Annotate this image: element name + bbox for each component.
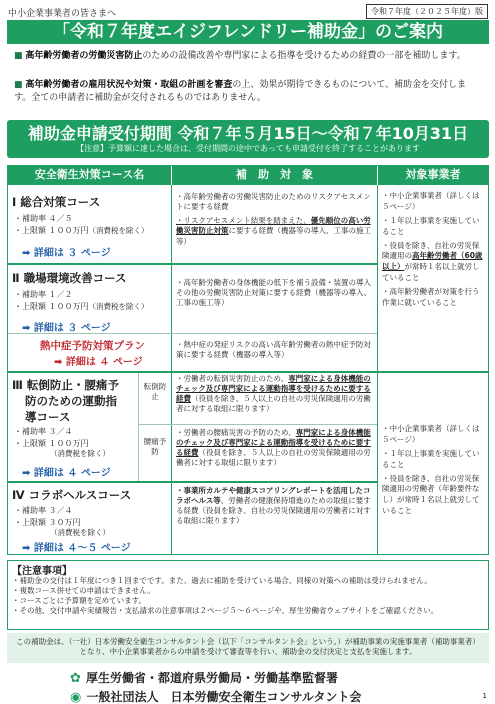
- course-3-title-line: 防のための運動指: [25, 394, 117, 408]
- course-4-item: [176, 486, 374, 527]
- target-item: が常時１名以上就労していること: [382, 262, 480, 283]
- application-period: 補助金申請受付期間 令和７年５月15日～令和７年10月31日: [27, 124, 469, 143]
- notes-list: [12, 576, 484, 617]
- period-note: 【注意】予算額に達した場合は、受付期間の途中であっても申請受付を終了することがあります: [76, 144, 420, 153]
- mhlw-line: [70, 667, 338, 686]
- jashcon-logo-icon: ◉: [70, 690, 82, 704]
- course-1-item: ・高年齢労働者の労働災害防止のためのリスクアセスメントに要する経費: [176, 192, 371, 212]
- course-1-items: [176, 192, 374, 247]
- course-2-title: Ⅱ 職場環境改善コース: [12, 271, 127, 285]
- notes-title: 【注意事項】: [12, 566, 72, 577]
- table-header-course: 安全衛生対策コース名: [8, 165, 171, 185]
- course-1-details-link[interactable]: ➡ 詳細は ３ ページ: [22, 248, 111, 259]
- column-divider: [171, 185, 172, 555]
- course-4-item-emphasis: ・事業所カルテや健康スコアリングレポートを活用したコラボヘルス等: [176, 486, 371, 506]
- course-3-item-emphasis: 専門家による身体機能のチェック及び専門家による運動指導を受けるために要する経費: [176, 428, 371, 458]
- target-item: ・役員を除き、自社の労災保険適用の労働者（年齢要件なし）が常時１名以上就労していること: [382, 473, 480, 516]
- intro-paragraph-1: [14, 50, 482, 63]
- heatstroke-plan-details-link[interactable]: ➡ 詳細は ４ ページ: [54, 357, 143, 368]
- page-number: 1: [482, 692, 487, 700]
- note-item: ・その他、交付申請や実績報告・支払請求の注意事項は２ページ５～６ページや、厚生労働省ウェブサイトをご確認ください。: [12, 606, 439, 616]
- course-4-limit: ・上限額 ３０万円: [14, 517, 81, 527]
- tax-note: （消費税を除く）: [50, 528, 110, 538]
- course-3-item-lead: ・労働者の腰痛災害の予防のため、: [176, 428, 296, 437]
- sub-course-fall-prevention: 転倒防止: [143, 382, 167, 402]
- column-divider: [377, 185, 378, 555]
- course-1-rate: ・補助率 ４／５: [14, 214, 73, 223]
- course-2-item: ・高年齢労働者の身体機能の低下を補う設備・装置の導入その他の労働災害防止対策に要する経費（機器等の導入、工事の施工等）: [176, 278, 371, 308]
- course-1-title: Ⅰ 総合対策コース: [12, 195, 101, 209]
- target-item: ・１年以上事業を実施していること: [382, 448, 480, 469]
- target-item: ・高年齢労働者が対策を行う作業に就いていること: [382, 287, 480, 307]
- target-item-emphasis: 高年齢労働者（60歳以上）: [382, 251, 483, 272]
- mhlw-logo-icon: ✿: [70, 671, 81, 686]
- course-3-details-link[interactable]: ➡ 詳細は ４ ページ: [22, 468, 111, 479]
- course-3-item-fall: [176, 374, 374, 415]
- table-header-subsidy: 補 助 対 象: [172, 165, 377, 185]
- target-note: （詳しくは５ページ）: [382, 191, 480, 211]
- row-divider: [8, 371, 488, 373]
- row-divider: [138, 424, 377, 425]
- tax-note: （消費税を除く）: [50, 449, 110, 459]
- course-1-item-lead: ・リスクアセスメント結果を踏まえた、: [176, 216, 311, 226]
- footer-text: この補助金は、（一社）日本労働安全衛生コンサルタント会（以下「コンサルタント会」という。）が補助事業の実施事業者（補助事業者）となり、中小企業事業者からの申請を受けて審査等を行い、補助金の交付決定と支払を実施します。: [16, 637, 480, 657]
- course-3-title-line: Ⅲ 転倒防止・腰痛予: [12, 378, 119, 392]
- course-1-item-emphasis: 優先順位の高い労働災害防止対策: [176, 216, 371, 236]
- course-2-terms: [14, 289, 149, 312]
- target-note: （詳しくは５ページ）: [382, 424, 480, 444]
- tax-note: （消費税を除く）: [88, 301, 149, 311]
- course-4-terms: [14, 505, 110, 538]
- consultant-name: 一般社団法人 日本労働安全衛生コンサルタント会: [86, 690, 362, 704]
- course-2-rate: ・補助率 １／２: [14, 290, 73, 299]
- bullet-square-icon: ■: [14, 80, 23, 90]
- target-item: ・中小企業事業者: [382, 191, 442, 200]
- course-3-item-back: [176, 428, 374, 469]
- page-title: 「令和７年度エイジフレンドリー補助金」のご案内: [7, 20, 489, 44]
- target-item: ・中小企業事業者: [382, 424, 442, 433]
- row-divider: [8, 263, 377, 265]
- addressee: 中小企業事業者の皆さまへ: [8, 9, 117, 19]
- course-4-item-text: 、労働者の健康保持増進のための取組に要する経費: [176, 496, 371, 516]
- course-3-title-line: 導コース: [25, 410, 71, 424]
- course-3-item-note: （役員を除き、５人以上の自社の労災保険適用の労働者に対する取組に限ります）: [176, 394, 371, 414]
- course-2-details-link[interactable]: ➡ 詳細は ３ ページ: [22, 323, 111, 334]
- intro-2-text: の上、効果が期待できるものについて、補助金を交付します。全ての申請者に補助金が交付されるものではありません。: [14, 80, 467, 104]
- course-4-item-note: （役員を除き、自社の労災保険適用の労働者に対する取組に限ります）: [176, 506, 371, 526]
- course-1-terms: [14, 213, 149, 236]
- course-3-title: [12, 377, 119, 425]
- course-3-rate: ・補助率 ３／４: [14, 427, 73, 436]
- course-3-item-note: （役員を除き、５人以上の自社の労災保険適用の労働者に対する取組に限ります）: [176, 448, 371, 468]
- target-item: ・役員を除き、自社の労災保険適用の: [382, 240, 480, 261]
- heatstroke-plan-item: ・熱中症の発症リスクの高い高年齢労働者の熱中症予防対策に要する経費（機器の導入等）: [176, 340, 371, 360]
- intro-1-text: のための設備改善や専門家による指導を受けるための経費の一部を補助します。: [142, 51, 466, 61]
- target-group-1: [382, 191, 486, 309]
- mhlw-name: 厚生労働省・都道府県労働局・労働基準監督署: [86, 671, 339, 685]
- note-item: ・複数コース併せての申請はできません。: [12, 586, 155, 596]
- course-1-limit: ・上限額 １００万円: [14, 225, 89, 235]
- course-3-terms: [14, 426, 110, 459]
- course-3-item-lead: ・労働者の転倒災害防止のため、: [176, 374, 289, 383]
- course-4-title: Ⅳ コラボヘルスコース: [12, 488, 132, 502]
- note-item: ・補助金の交付は１年度につき１回までです。また、過去に補助を受けている場合、同様の対策への補助は受けられません。: [12, 576, 432, 585]
- course-3-limit: ・上限額 １００万円: [14, 438, 89, 448]
- intro-paragraph-2: [14, 79, 482, 105]
- consultant-line: [70, 686, 361, 704]
- sub-divider: [138, 372, 139, 482]
- course-3-item-emphasis: 専門家による身体機能のチェック及び専門家による運動指導を受けるために要する経費: [176, 374, 371, 404]
- intro-1-emphasis: 高年齢労働者の労働災害防止: [25, 51, 143, 61]
- note-item: ・コースごとに予算額を定めています。: [12, 596, 147, 606]
- year-edition-badge: 令和７年度（２０２５年度）版: [366, 4, 488, 19]
- row-divider: [8, 481, 377, 483]
- course-4-rate: ・補助率 ３／４: [14, 506, 73, 515]
- course-4-details-link[interactable]: ➡ 詳細は ４～５ ページ: [22, 543, 131, 554]
- target-item: ・１年以上事業を実施していること: [382, 215, 480, 236]
- bullet-square-icon: ■: [14, 51, 23, 61]
- heatstroke-plan-title: 熱中症予防対策プラン: [40, 340, 145, 352]
- sub-course-back-pain: 腰痛予防: [143, 437, 167, 457]
- tax-note: （消費税を除く）: [88, 225, 149, 235]
- intro-2-emphasis: 高年齢労働者の雇用状況や対策・取組の計画を審査: [25, 80, 233, 90]
- course-2-limit: ・上限額 １００万円: [14, 301, 89, 311]
- course-1-item-note: に要する経費（機器等の導入、工事の施工等）: [176, 226, 371, 246]
- target-group-2: [382, 424, 486, 517]
- table-header-target: 対象事業者: [378, 165, 488, 185]
